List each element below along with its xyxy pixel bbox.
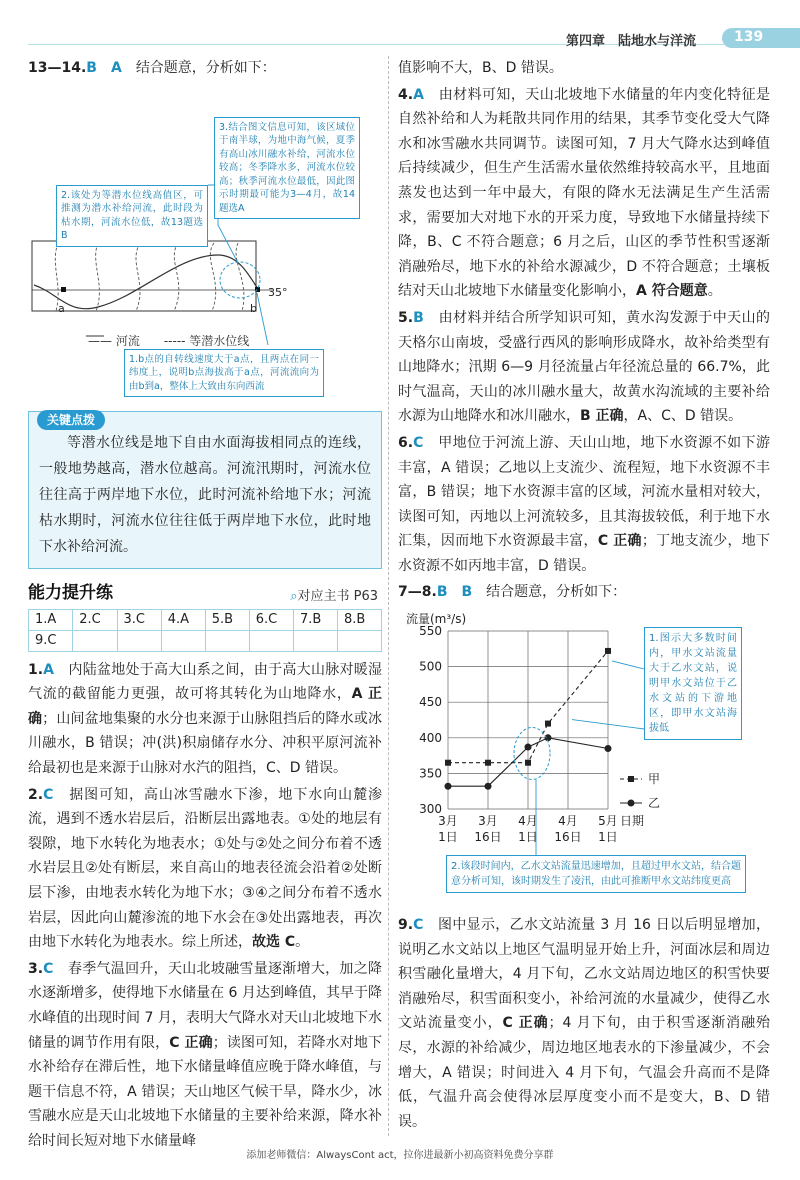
answer-letter: B B bbox=[436, 584, 473, 601]
section-title: 能力提升练 bbox=[28, 582, 113, 603]
x-tick-label: 1日 bbox=[518, 830, 538, 845]
answer-cell bbox=[205, 630, 249, 651]
answer-cell bbox=[337, 630, 381, 651]
question-text: 图中显示，乙水文站流量 3 月 16 日以后明显增加，说明乙水文站以上地区气温明显开始上升，河面冰层和周边积雪融化量增大，4 月下旬，乙水文站周边地区的积雪快要消融殆尽，积雪面积变小，补给河流的水量减少，使得乙水文站流量变小， bbox=[398, 917, 770, 1032]
x-tick-label: 5月 bbox=[598, 814, 618, 829]
question-text: 由材料并结合所学知识可知，黄水沟发源于中天山的天格尔山南坡，受盛行西风的影响形成降水，故补给类型有山地降水；汛期 6—9 月径流量占年径流总量的 66.7%，此时气温高，天山的冰川融水量大，故黄水沟流域的主要补给水源为山地降水和冰川融水， bbox=[398, 309, 771, 425]
data-point-甲 bbox=[445, 760, 451, 766]
question-9 bbox=[398, 913, 770, 1134]
y-tick-label: 400 bbox=[419, 730, 442, 745]
x-tick-label: 3月 bbox=[478, 814, 498, 829]
answer-cell: 3.C bbox=[117, 609, 161, 630]
question-3-continued: 值影响不大，B、D 错误。 bbox=[398, 60, 563, 76]
right-column bbox=[398, 56, 770, 1136]
x-tick-label: 16日 bbox=[554, 830, 582, 845]
water-table-line bbox=[174, 243, 179, 311]
annotation-note-3: 3.结合图文信息可知，该区域位于南半球，为地中海气候，夏季有高山冰川融水补给，河流水位较高；冬季降水多，河流水位较高；秋季河流水位最低，因此图示时期最可能为3—4月，故14题选A bbox=[214, 117, 360, 220]
question-text: 结合题意，分析如下： bbox=[486, 584, 627, 601]
label-latitude: 35° bbox=[268, 285, 288, 299]
answer-cell: 4.A bbox=[161, 609, 205, 630]
left-column bbox=[28, 56, 382, 1155]
question-1 bbox=[28, 658, 382, 781]
leader-line bbox=[612, 661, 644, 669]
question-text: 。 bbox=[295, 934, 310, 951]
reference-text: 对应主书 P63 bbox=[297, 588, 378, 604]
key-point-title: 关键点拨 bbox=[37, 410, 105, 430]
correct-answer: 故选 C bbox=[252, 934, 296, 951]
diagram-frame bbox=[32, 241, 256, 311]
x-axis-label: 日期 bbox=[620, 814, 645, 829]
y-tick-label: 500 bbox=[419, 659, 442, 674]
answer-row bbox=[29, 630, 382, 651]
water-table-line bbox=[210, 243, 215, 311]
x-tick-label: 1日 bbox=[438, 830, 458, 845]
page-number: 139 bbox=[734, 29, 764, 45]
answer-cell bbox=[293, 630, 337, 651]
question-number: 5. bbox=[398, 309, 414, 326]
question-text: 。 bbox=[707, 283, 722, 300]
answer-letter: C bbox=[43, 786, 54, 803]
question-text: ；读图可知，若降水对地下水补给存在滞后性，地下水储量峰值应晚于降水峰值，与题干信息不符，A 错误；天山地区气候干旱，降水少，冰雪融水应是天山北坡地下水储量的主要补给来源，降水补给时间长短对地下水储量峰 bbox=[28, 1034, 383, 1149]
highlight-circle bbox=[514, 728, 550, 780]
label-a: a bbox=[58, 301, 65, 315]
data-point-乙 bbox=[525, 744, 532, 751]
y-tick-label: 450 bbox=[419, 695, 442, 710]
question-number: 6. bbox=[398, 434, 414, 451]
question-number: 7—8. bbox=[398, 584, 437, 601]
answer-cell: 8.B bbox=[337, 609, 381, 630]
answer-cell: 1.A bbox=[29, 609, 73, 630]
x-tick-label: 4月 bbox=[558, 814, 578, 829]
page-header bbox=[0, 0, 800, 50]
data-point-甲 bbox=[525, 760, 531, 766]
legend-marker-乙 bbox=[628, 800, 635, 807]
y-tick-label: 550 bbox=[419, 624, 442, 639]
question-4 bbox=[398, 83, 770, 304]
label-b: b bbox=[250, 301, 257, 315]
data-point-甲 bbox=[545, 721, 551, 727]
question-6 bbox=[398, 431, 770, 579]
answer-cell bbox=[73, 630, 117, 651]
question-7-8 bbox=[398, 580, 770, 605]
answer-cell bbox=[249, 630, 293, 651]
answer-row bbox=[29, 609, 382, 630]
answer-cell: 2.C bbox=[73, 609, 117, 630]
highlight-circle bbox=[220, 262, 260, 298]
annotation-note-1: 1.b点的自转线速度大于a点，且两点在同一纬度上，说明b点海拔高于a点，河流流向为由b到a，整体上大致由东向西流 bbox=[124, 349, 324, 398]
question-number: 3. bbox=[28, 960, 44, 977]
question-text: 结合题意，分析如下： bbox=[135, 60, 276, 76]
question-text: 由材料可知，天山北坡地下水储量的年内变化特征是自然补给和人为耗散共同作用的结果，其季节变化受大气降水和冰雪融水共同调节。读图可知，7 月大气降水达到峰值后持续减少，但生产生活需水量依然维持较高水平，且地面蒸发也达到一年中最大，有限的降水无法满足生产生活需求，需要加大对地下水的开采力度，导致地下水储量持续下降，B、C 不符合题意；6 月之后，山区的季节性积雪逐渐消融殆尽，地下水的补给水源减少，D 不符合题意；土壤板结对天山北坡地下水储量变化影响小， bbox=[398, 86, 771, 300]
question-5 bbox=[398, 306, 770, 429]
chart-note-1: 1.图示大多数时间内，甲水文站流量大于乙水文站，说明甲水文站位于乙水文站的下游地区，即甲水文站海拔低 bbox=[644, 627, 742, 740]
annotation-note-2: 2.该处为等潜水位线高值区，可推测为潜水补给河流，此时段为枯水期，河流水位低，故13题选B bbox=[56, 185, 208, 247]
data-point-甲 bbox=[605, 648, 611, 654]
footer-text: 添加老师微信：AlwaysCont act，拉你进最新小初高资料免费分享群 bbox=[246, 1150, 554, 1161]
section-header bbox=[28, 579, 382, 609]
legend-label-甲: 甲 bbox=[648, 772, 661, 787]
answer-table bbox=[28, 609, 382, 652]
leader-line bbox=[257, 293, 268, 345]
key-point-box bbox=[28, 411, 382, 569]
question-13-14 bbox=[28, 56, 382, 81]
column-divider bbox=[388, 56, 389, 1136]
question-text: 内陆盆地处于高大山系之间，由于高大山脉对暖湿气流的截留能力更强，故可将其转化为山地降水， bbox=[28, 661, 383, 703]
question-text: 春季气温回升，天山北坡融雪量逐渐增大，加之降水逐渐增多，使得地下水储量在 6 月达到峰值，其早于降水峰值的出现时间 7 月，表明大气降水对天山北坡地下水储量的调节作用有限， bbox=[28, 960, 383, 1051]
answer-letter: C bbox=[413, 434, 424, 451]
correct-answer: A 正确 bbox=[28, 686, 382, 727]
data-point-乙 bbox=[605, 745, 612, 752]
question-text: ，A、C、D 错误。 bbox=[623, 408, 743, 425]
answer-cell bbox=[117, 630, 161, 651]
data-point-乙 bbox=[485, 783, 492, 790]
water-table-line bbox=[96, 243, 100, 311]
answer-letter: B bbox=[413, 309, 424, 326]
question-text: 甲地位于河流上游、天山山地，地下水资源不如下游丰富，A 错误；乙地以上支流少、流程短，地下水资源不丰富，B 错误；地下水资源丰富的区域，河流水量相对较大，读图可知，丙地以上河流较多，且其海拔较低，利于地下水汇集，因而地下水资源最丰富， bbox=[398, 434, 771, 550]
correct-answer: B 正确 bbox=[580, 408, 624, 425]
answer-letter: A bbox=[413, 86, 424, 103]
correct-answer: C 正确 bbox=[597, 533, 642, 550]
question-3 bbox=[28, 957, 382, 1154]
answer-letter: C bbox=[43, 960, 54, 977]
chart-note-2: 2.该段时间内，乙水文站流量迅速增加，且超过甲水文站，结合题意分析可知，该时期发生了凌汛，由此可推断甲水文站纬度更高 bbox=[446, 855, 746, 893]
answer-letter: B A bbox=[86, 60, 122, 76]
x-tick-label: 16日 bbox=[474, 830, 502, 845]
correct-answer: C 正确 bbox=[502, 1015, 549, 1032]
y-tick-label: 350 bbox=[419, 766, 442, 781]
groundwater-diagram bbox=[28, 85, 382, 403]
correct-answer: A 符合题意 bbox=[636, 283, 708, 300]
diagram-legend bbox=[88, 329, 249, 354]
y-tick-label: 300 bbox=[419, 802, 442, 817]
legend-label-乙: 乙 bbox=[648, 796, 661, 811]
answer-cell: 5.B bbox=[205, 609, 249, 630]
x-tick-label: 3月 bbox=[438, 814, 458, 829]
legend-water-table: ----- 等潜水位线 bbox=[163, 333, 250, 348]
legend-marker-甲 bbox=[628, 776, 634, 782]
answer-letter: A bbox=[43, 661, 54, 678]
key-point-text: 等潜水位线是地下自由水面海拔相同点的连线，一般地势越高，潜水位越高。河流汛期时，河流水位往往高于两岸地下水位，此时河流补给地下水；河流枯水期时，河流水位往往低于两岸地下水位，此时地下水补给河流。 bbox=[39, 434, 371, 555]
question-number: 1. bbox=[28, 661, 44, 678]
answer-cell: 7.B bbox=[293, 609, 337, 630]
flow-chart bbox=[398, 609, 770, 909]
answer-cell: 9.C bbox=[29, 630, 73, 651]
data-point-甲 bbox=[485, 760, 491, 766]
legend-river: —— 河流 bbox=[88, 333, 140, 348]
water-table-line bbox=[136, 243, 140, 311]
answer-cell: 6.C bbox=[249, 609, 293, 630]
search-icon: ⌕ bbox=[290, 588, 298, 604]
chapter-title: 第四章 陆地水与洋流 bbox=[566, 34, 697, 49]
question-text: ；山间盆地集聚的水分也来源于山脉阻挡后的降水或冰川融水，B 错误；冲(洪)积扇储存水分、冲积平原河流补给最初也是来源于山脉对水汽的阻挡，C、D 错误。 bbox=[28, 710, 383, 776]
question-2 bbox=[28, 783, 382, 955]
water-table-line bbox=[236, 243, 244, 311]
question-number: 4. bbox=[398, 86, 414, 103]
section-reference bbox=[290, 585, 378, 610]
answer-letter: C bbox=[413, 917, 424, 934]
question-number: 2. bbox=[28, 786, 44, 803]
question-number: 13—14. bbox=[28, 60, 87, 76]
y-axis-label: 流量(m³/s) bbox=[406, 612, 467, 627]
correct-answer: C 正确 bbox=[169, 1034, 213, 1051]
answer-cell bbox=[161, 630, 205, 651]
river-line bbox=[34, 255, 260, 309]
x-tick-label: 4月 bbox=[518, 814, 538, 829]
question-text: ；丁地支流少，地下水资源不如丙地丰富，D 错误。 bbox=[398, 533, 771, 574]
question-number: 9. bbox=[398, 917, 414, 934]
point-a-marker bbox=[61, 287, 66, 292]
question-text: 据图可知，高山冰雪融水下渗，地下水向山麓渗流，遇到不透水岩层后，沿断层出露地表。①处的地层有裂隙，地下水转化为地表水；①处与②处之间分布着不透水岩层且②处有断层，来自高山的地表径流会沿着②处断层下渗，由地表水转化为地下水；③④之间分布着不透水岩层，因此向山麓渗流的地下水会在③处出露地表，再次由地下水转化为地表水。综上所述， bbox=[28, 786, 383, 951]
data-point-乙 bbox=[445, 783, 452, 790]
x-tick-label: 1日 bbox=[598, 830, 618, 845]
question-text: ；4 月下旬，由于积雪逐渐消融殆尽，水源的补给减少，周边地区地表水的下渗量减少，不会增大，A 错误；时间进入 4 月下旬，气温会升高而不是降低，气温升高会使得冰层厚度变小而不是变大，B、D 错误。 bbox=[398, 1015, 770, 1130]
